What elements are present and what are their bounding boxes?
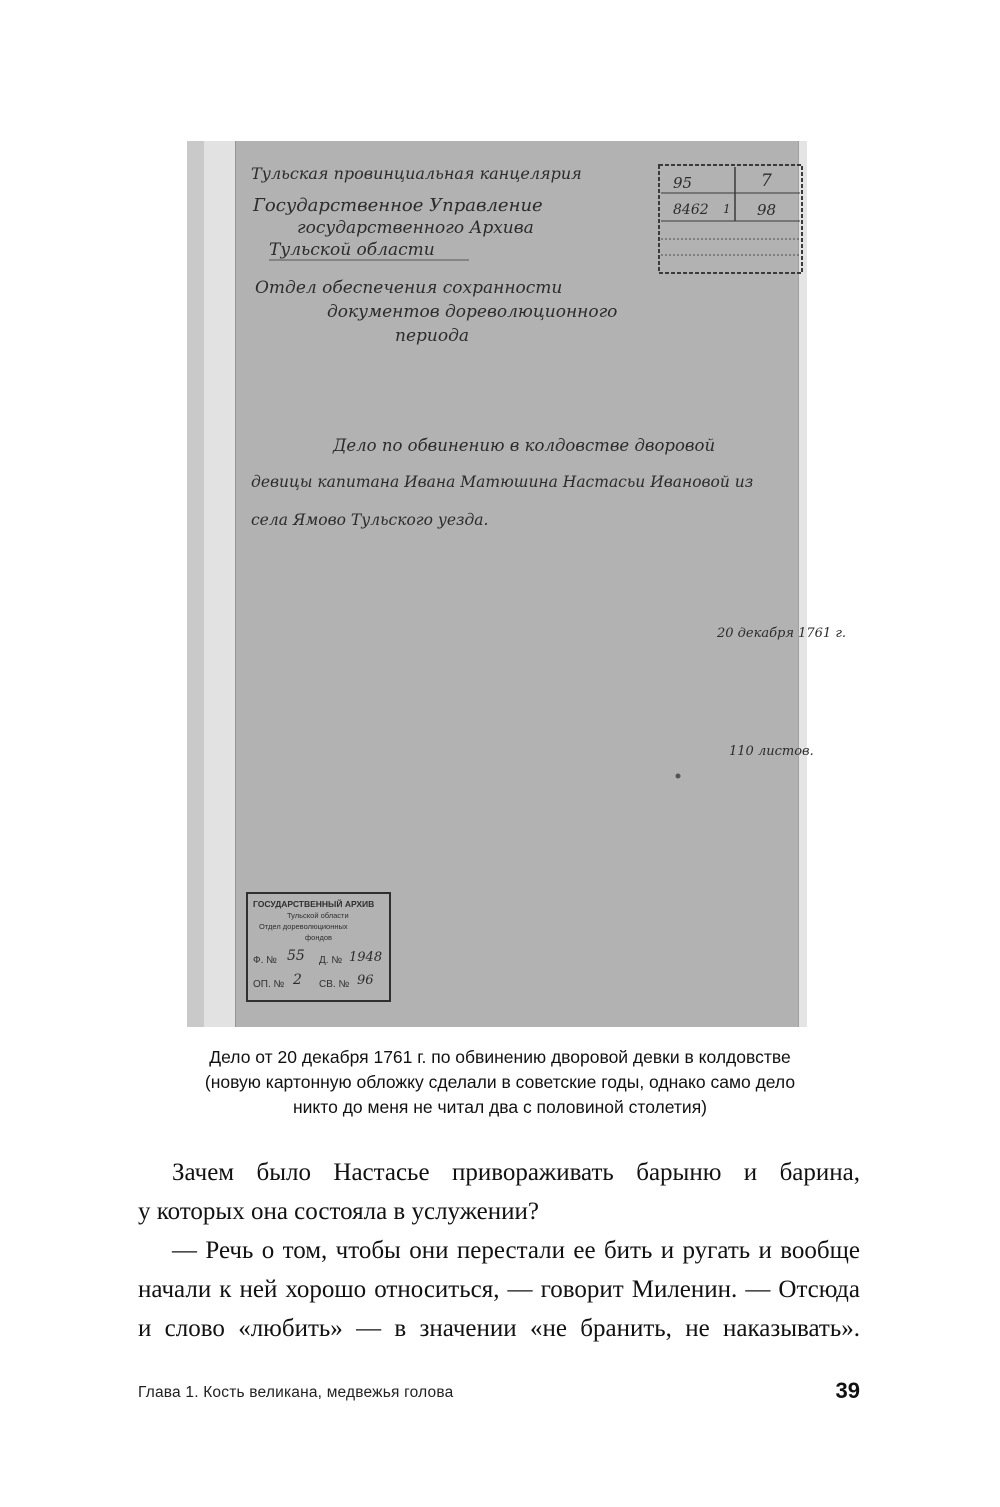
archive-document-photo [187, 141, 847, 1027]
stamp-op-label: ОП. № [253, 979, 285, 990]
title-line-1: Дело по обвинению в колдовстве дворовой [333, 436, 716, 455]
stamp-d-label: Д. № [319, 955, 343, 966]
handwritten-date: 20 декабря 1761 г. [717, 626, 847, 641]
stamp-op-value: 2 [293, 972, 302, 988]
body-line-4: начали к ней хорошо относиться, — говорит Миленин. — Отсюда [138, 1276, 860, 1303]
dept-line-2: документов дореволюционного [327, 302, 618, 322]
stamp-sv-label: СВ. № [319, 979, 350, 990]
stamp-f-label: Ф. № [253, 955, 277, 966]
stamp-bottom-line-3: Отдел дореволюционных [259, 922, 348, 931]
stamp-top-cell-1: 95 [673, 174, 693, 192]
stamp-top-cell-4: 1 [723, 202, 731, 216]
page-footer [138, 1378, 860, 1408]
body-line-3: — Речь о том, чтобы они перестали ее бить и ругать и вообще [172, 1237, 860, 1264]
caption-line-2: (новую картонную обложку сделали в советские годы, однако само дело [204, 1072, 796, 1092]
stamp-d-value: 1948 [349, 950, 383, 965]
stamp-top-cell-3: 8462 [673, 202, 709, 218]
running-head: Глава 1. Кость великана, медвежья голова [138, 1384, 454, 1401]
dept-line-1: Отдел обеспечения сохранности [255, 278, 563, 298]
title-line-2: девицы капитана Ивана Матюшина Настасьи Ивановой из [251, 473, 754, 491]
body-line-1: Зачем было Настасье привораживать барыню и барина, [172, 1159, 860, 1186]
figure-caption [120, 1045, 880, 1120]
dept-line-3: периода [395, 326, 469, 346]
document-cover-image [187, 141, 847, 1027]
header-line-3: государственного Архива [297, 218, 534, 238]
stamp-bottom-line-4: фондов [305, 933, 333, 942]
stamp-bottom-line-2: Тульской области [287, 911, 349, 920]
body-line-5: и слово «любить» — в значении «не бранить, не наказывать». [138, 1315, 860, 1342]
title-line-3: села Ямово Тульского уезда. [251, 511, 489, 529]
header-line-1: Тульская провинциальная канцелярия [251, 164, 582, 183]
body-line-2: у которых она состояла в услужении? [138, 1198, 539, 1225]
page-number: 39 [835, 1378, 860, 1403]
stamp-top-cell-2: 7 [761, 171, 772, 191]
handwritten-sheet-count: 110 листов. [729, 744, 814, 759]
stamp-sv-value: 96 [357, 973, 374, 988]
caption-line-3: никто до меня не читал два с половиной столетия) [292, 1097, 708, 1117]
body-text [138, 1153, 860, 1348]
caption-line-1: Дело от 20 декабря 1761 г. по обвинению дворовой девки в колдовстве [209, 1047, 791, 1067]
stamp-top-cell-5: 98 [757, 201, 777, 219]
header-line-4: Тульской области [269, 240, 435, 260]
stamp-bottom-line-1: ГОСУДАРСТВЕННЫЙ АРХИВ [253, 899, 375, 909]
stamp-f-value: 55 [287, 948, 305, 964]
header-line-2: Государственное Управление [253, 195, 543, 216]
